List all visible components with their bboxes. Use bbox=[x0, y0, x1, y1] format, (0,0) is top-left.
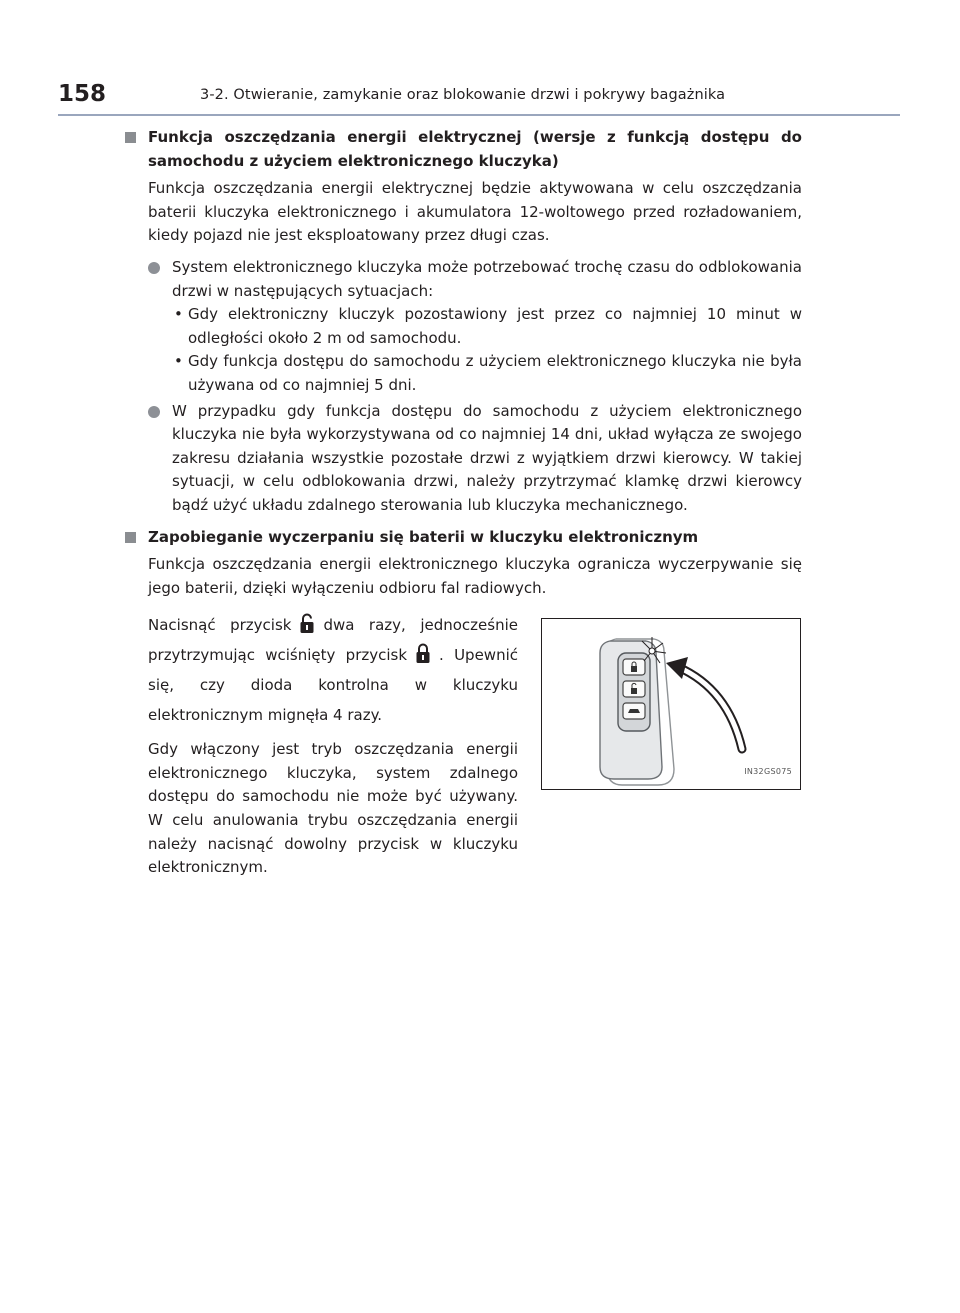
section-heading-text: Zapobieganie wyczerpaniu się baterii w kluczyku elektronicznym bbox=[148, 527, 699, 546]
bullet-item bbox=[148, 400, 802, 518]
lock-icon bbox=[415, 643, 431, 664]
sub-bullet-marker: • bbox=[174, 305, 183, 324]
square-marker-icon bbox=[125, 532, 136, 543]
key-illustration bbox=[541, 618, 801, 790]
instruction-text bbox=[148, 610, 518, 880]
instruction-note: Gdy włączony jest tryb oszczędzania energii elektronicznego kluczyka, system zdalnego dostępu do samochodu nie może być używany. W celu anulowania trybu oszczędzania energii należy nacisnąć dowolny przycisk w kluczyku elektronicznym. bbox=[148, 740, 518, 877]
sub-bullet-marker: • bbox=[174, 352, 183, 371]
sub-bullet-text: Gdy funkcja dostępu do samochodu z użyciem elektronicznego kluczyka nie była używana od co najmniej 5 dni. bbox=[188, 352, 802, 394]
header-rule bbox=[58, 114, 900, 116]
figure-code: IN32GS075 bbox=[744, 766, 792, 776]
unlock-icon bbox=[299, 613, 315, 634]
section-intro-paragraph: Funkcja oszczędzania energii elektrycznej będzie aktywowana w celu oszczędzania baterii kluczyka elektronicznego i akumulatora 12-woltowego przed rozładowaniem, kiedy pojazd nie jest eksploatowany przez długi czas. bbox=[148, 179, 802, 245]
instruction-step-part: . Upewnić się, czy dioda kontrolna w kluczyku elektronicznym mignęła 4 razy. bbox=[148, 646, 518, 725]
circle-bullet-icon bbox=[148, 406, 160, 418]
instruction-step-part: dwa razy, jednocześnie przytrzymując wciśnięty przycisk bbox=[148, 616, 518, 665]
bullet-item bbox=[148, 256, 802, 398]
instruction-step-part: Nacisnąć przycisk bbox=[148, 616, 292, 635]
instruction-step bbox=[148, 610, 518, 730]
square-marker-icon bbox=[125, 132, 136, 143]
section-intro-paragraph: Funkcja oszczędzania energii elektronicznego kluczyka ogranicza wyczerpywanie się jego baterii, dzięki wyłączeniu odbioru fal radiowych. bbox=[148, 555, 802, 597]
chapter-title: 3-2. Otwieranie, zamykanie oraz blokowanie drzwi i pokrywy bagażnika bbox=[200, 87, 726, 103]
bullet-text: System elektronicznego kluczyka może potrzebować trochę czasu do odblokowania drzwi w następujących sytuacjach: bbox=[172, 257, 802, 300]
page-number: 158 bbox=[58, 81, 107, 107]
page-content bbox=[122, 126, 802, 888]
bullet-text: W przypadku gdy funkcja dostępu do samochodu z użyciem elektronicznego kluczyka nie była wykorzystywana od co najmniej 14 dni, układ wyłącza ze swojego zakresu działania wszystkie pozostałe drzwi z wyjątkiem drzwi kierowcy. W takiej sytuacji, w celu odblokowania drzwi, należy przytrzymać klamkę drzwi kierowcy bądź użyć układu zdalnego sterowania lub kluczyka mechanicznego. bbox=[172, 401, 802, 514]
circle-bullet-icon bbox=[148, 262, 160, 274]
instruction-block bbox=[148, 610, 802, 880]
sub-bullet-item bbox=[172, 350, 802, 397]
section-heading-energy-saving bbox=[122, 126, 802, 173]
section-heading-battery bbox=[122, 526, 802, 550]
sub-bullet-text: Gdy elektroniczny kluczyk pozostawiony jest przez co najmniej 10 minut w odległości około 2 m od samochodu. bbox=[188, 305, 802, 347]
sub-bullet-item bbox=[172, 303, 802, 350]
section-heading-text: Funkcja oszczędzania energii elektrycznej (wersje z funkcją dostępu do samochodu z użyciem elektronicznego kluczyka) bbox=[148, 128, 802, 170]
